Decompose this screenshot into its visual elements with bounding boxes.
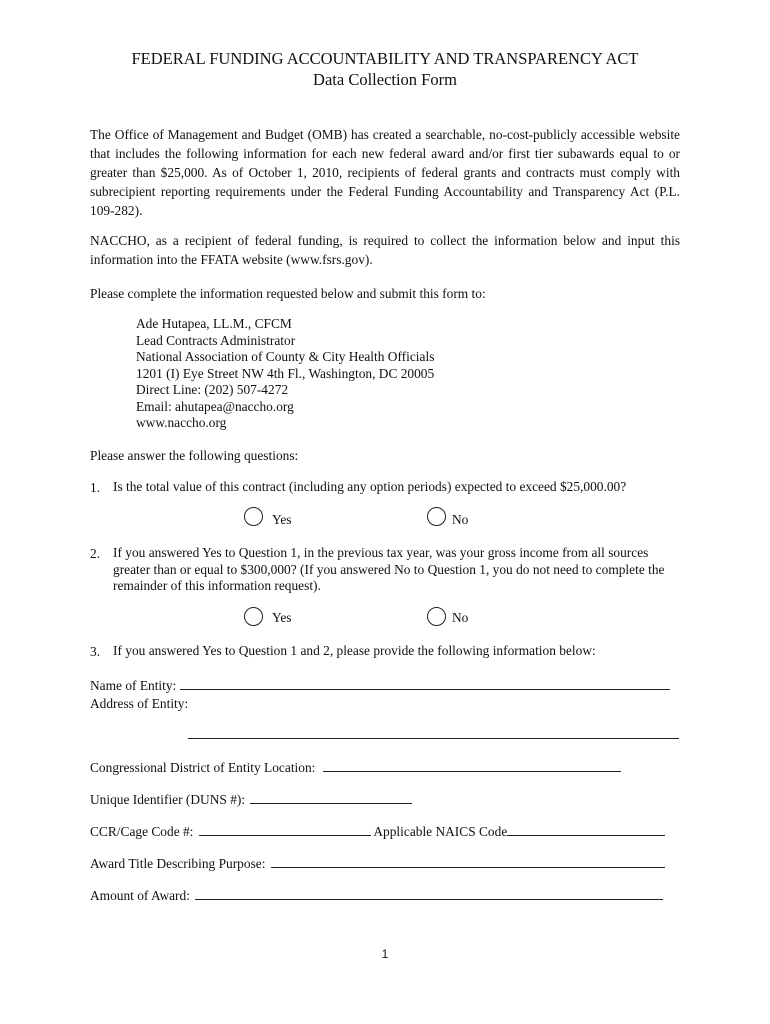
ccr-cage-label: CCR/Cage Code #: [90,824,194,839]
question-2-number: 2. [90,546,101,561]
ccr-naics-row [90,822,665,841]
contact-name: Ade Hutapea, LL.M., CFCM [136,316,292,331]
contact-address: 1201 (I) Eye Street NW 4th Fl., Washington, DC 20005 [136,365,435,381]
question-1-no-label: No [452,512,469,527]
duns-input[interactable] [250,791,412,804]
question-2-yes-label: Yes [272,610,292,625]
question-1-number: 1. [90,480,101,495]
question-2-no-radio[interactable] [427,607,446,626]
question-2-text: If you answered Yes to Question 1, in the previous tax year, was your gross income from all sources greater than or equal to $300,000? (If you answered No to Question 1, you do not need to complete the remainder of this information request). [113,545,665,593]
page-number: 1 [381,947,389,961]
question-3-text: If you answered Yes to Question 1 and 2, please provide the following information below: [113,643,596,658]
question-2-no-label: No [452,610,469,625]
question-1-yes-radio[interactable] [244,507,263,526]
award-title-row [90,854,665,873]
congressional-district-label: Congressional District of Entity Location: [90,760,316,775]
entity-name-label: Name of Entity: [90,678,177,693]
entity-address-input[interactable] [188,726,679,739]
entity-name-input[interactable] [180,677,670,690]
congressional-district-row [90,758,621,777]
naics-label: Applicable NAICS Code [373,824,508,839]
contact-org: National Association of County & City Health Officials [136,349,435,364]
naics-input[interactable] [507,823,665,836]
contact-block [136,316,434,432]
question-1-text: Is the total value of this contract (including any option periods) expected to exceed $25,000.00? [113,479,627,494]
duns-row [90,790,412,809]
question-1-no-radio[interactable] [427,507,446,526]
ccr-cage-input[interactable] [199,823,371,836]
contact-email[interactable]: Email: ahutapea@naccho.org [136,398,294,414]
question-3-number: 3. [90,644,101,659]
congressional-district-input[interactable] [323,759,621,772]
entity-name-row [90,676,670,695]
award-title-input[interactable] [271,855,665,868]
intro-paragraph-1: The Office of Management and Budget (OMB) has created a searchable, no-cost-publicly accessible website that includes the following information for each new federal award and/or first tier subawards equal to or greater than $25,000. As of October 1, 2010, recipients of federal grants and contracts must comply with subrecipient reporting requirements under the Federal Funding Accountability and Transparency Act (P.L. 109-282). [90,127,680,218]
form-subtitle: Data Collection Form [313,70,457,89]
form-title: FEDERAL FUNDING ACCOUNTABILITY AND TRANSPARENCY ACT [131,49,639,68]
contact-website[interactable]: www.naccho.org [136,415,227,430]
award-amount-label: Amount of Award: [90,888,190,903]
contact-role: Lead Contracts Administrator [136,332,296,348]
contact-phone: Direct Line: (202) 507-4272 [136,382,289,397]
award-title-label: Award Title Describing Purpose: [90,856,266,871]
intro-paragraph-2: NACCHO, as a recipient of federal funding, is required to collect the information below and input this information into the FFATA website (www.fsrs.gov). [90,233,680,267]
question-1-yes-label: Yes [272,512,292,527]
intro-paragraph-3: Please complete the information requested below and submit this form to: [90,286,486,301]
question-2-yes-radio[interactable] [244,607,263,626]
award-amount-input[interactable] [195,887,663,900]
award-amount-row [90,886,663,905]
duns-label: Unique Identifier (DUNS #): [90,792,246,807]
entity-address-label: Address of Entity: [90,696,189,711]
questions-intro: Please answer the following questions: [90,448,299,463]
